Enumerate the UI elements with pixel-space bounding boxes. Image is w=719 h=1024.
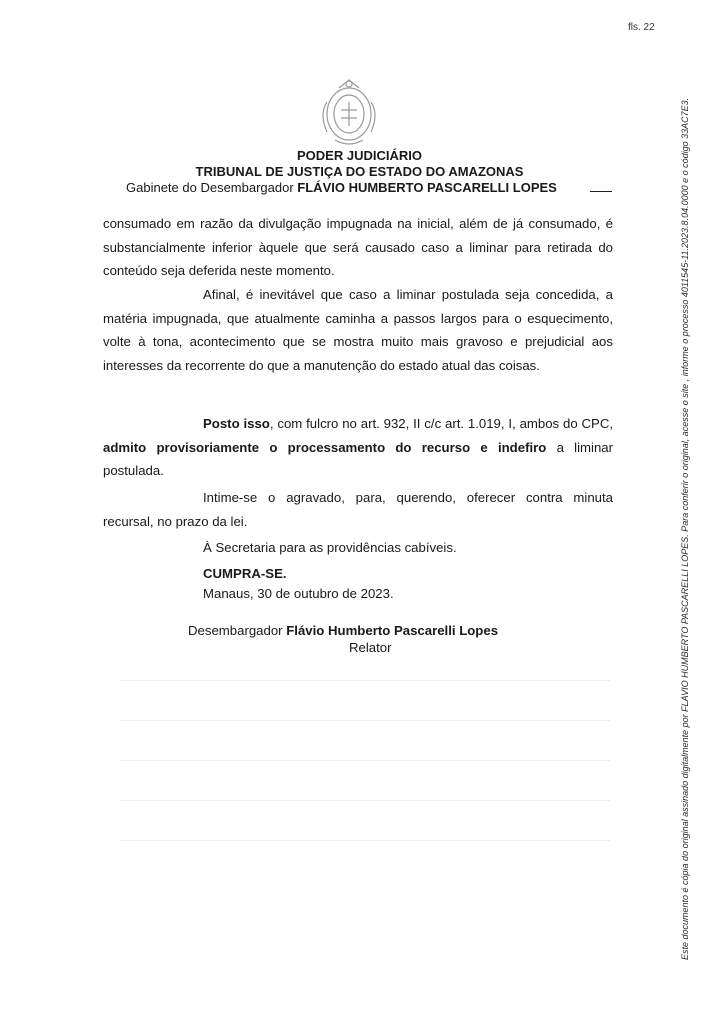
paragraph-4: Intime-se o agravado, para, querendo, oferecer contra minuta recursal, no prazo da lei.: [103, 490, 613, 529]
bleed-through-line: [120, 760, 610, 761]
header-judge-name: FLÁVIO HUMBERTO PASCARELLI LOPES: [297, 180, 557, 195]
paragraph-3: [103, 412, 613, 483]
bleed-through-line: [120, 800, 610, 801]
signature-name: Flávio Humberto Pascarelli Lopes: [286, 623, 499, 638]
signature-prefix: Desembargador: [188, 623, 283, 638]
court-crest-icon: [311, 74, 387, 150]
header-judiciary: PODER JUDICIÁRIO: [297, 148, 422, 163]
paragraph-3-middle: , com fulcro no art. 932, II c/c art. 1.019, I, ambos do CPC,: [269, 416, 614, 431]
cumpra-se: CUMPRA-SE.: [203, 566, 287, 581]
signature-role: Relator: [349, 640, 392, 655]
bleed-through-line: [120, 720, 610, 721]
header-rule: [590, 191, 612, 192]
bleed-through-line: [120, 680, 610, 681]
paragraph-5: À Secretaria para as providências cabíveis.: [203, 540, 457, 555]
date-line: Manaus, 30 de outubro de 2023.: [203, 586, 394, 601]
paragraph-3-decision: admito provisoriamente o processamento do recurso e indefiro: [103, 439, 547, 455]
page-number: fls. 22: [628, 22, 655, 33]
paragraph-3-tail: a liminar postulada.: [103, 439, 614, 478]
digital-signature-note: Este documento é cópia do original assinado digitalmente por FLAVIO HUMBERTO PASCARELLI LOPES. Para conferir o original, acesse o site , informe o processo 4011545-11.2023.8.04.0000 e o código 33AC7E3.: [680, 97, 690, 960]
header-chamber: [126, 180, 557, 195]
paragraph-1: consumado em razão da divulgação impugnada na inicial, além de já consumado, é substancialmente inferior àquele que será causado caso a liminar para retirada do conteúdo seja deferida neste momento.: [103, 216, 613, 278]
bleed-through-line: [120, 840, 610, 841]
header-chamber-prefix: Gabinete do Desembargador: [126, 180, 294, 195]
signature-line: [188, 623, 498, 638]
header-court: TRIBUNAL DE JUSTIÇA DO ESTADO DO AMAZONAS: [195, 164, 524, 179]
paragraph-3-lead: Posto isso: [203, 416, 270, 431]
paragraph-2: Afinal, é inevitável que caso a liminar postulada seja concedida, a matéria impugnada, que atualmente caminha a passos largos para o esquecimento, volte à tona, acontecimento que se mostra muito mais gravoso e prejudicial aos interesses da recorrente do que a manutenção do estado atual das coisas.: [103, 287, 613, 373]
